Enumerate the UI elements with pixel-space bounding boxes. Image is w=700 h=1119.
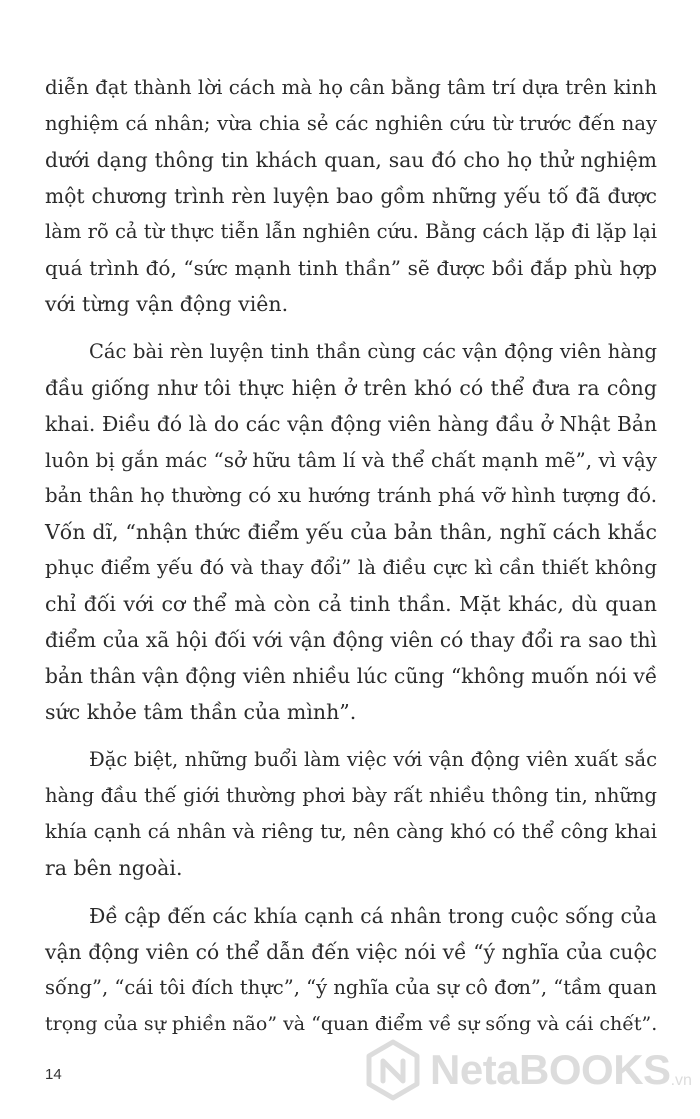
text-line: Vốn dĩ, “nhận thức điểm yếu của bản thân, nghĩ cách khắc	[45, 520, 657, 544]
text-line: Đặc biệt, những buổi làm việc với vận động viên xuất sắc	[89, 748, 657, 771]
text-line: bản thân họ thường có xu hướng tránh phá vỡ hình tượng đó.	[45, 484, 657, 507]
text-line: Đề cập đến các khía cạnh cá nhân trong cuộc sống của	[89, 904, 657, 928]
text-line: trọng của sự phiền não” và “quan điểm về sự sống và cái chết”.	[45, 1013, 658, 1035]
paragraph	[45, 334, 657, 730]
text-line: chỉ đối với cơ thể mà còn cả tinh thần. Mặt khác, dù quan	[45, 592, 657, 616]
text-line: hàng đầu thế giới thường phơi bày rất nhiều thông tin, những	[45, 784, 657, 807]
paragraph	[45, 70, 657, 322]
page-body	[45, 70, 657, 1054]
text-line: vận động viên có thể dẫn đến việc nói về “ý nghĩa của cuộc	[45, 940, 657, 964]
paragraph	[45, 898, 657, 1042]
text-line: với từng vận động viên.	[45, 292, 289, 316]
watermark-domain: .vn	[670, 1072, 692, 1089]
watermark	[362, 1030, 692, 1110]
watermark-brand: NetaBOOKS	[430, 1046, 671, 1093]
paragraph	[45, 742, 657, 886]
text-line: sức khỏe tâm thần của mình”.	[45, 700, 357, 724]
text-line: khai. Điều đó là do các vận động viên hàng đầu ở Nhật Bản	[45, 412, 657, 436]
text-line: điểm của xã hội đối với vận động viên có thay đổi ra sao thì	[45, 628, 657, 652]
text-line: Các bài rèn luyện tinh thần cùng các vận động viên hàng	[89, 340, 657, 363]
text-line: phục điểm yếu đó và thay đổi” là điều cực kì cần thiết không	[45, 556, 657, 579]
text-line: bản thân vận động viên nhiều lúc cũng “không muốn nói về	[45, 664, 658, 688]
text-line: quá trình đó, “sức mạnh tinh thần” sẽ được bồi đắp phù hợp	[45, 256, 657, 280]
text-line: ra bên ngoài.	[45, 856, 183, 880]
netabooks-logo-icon	[362, 1039, 424, 1101]
text-line: khía cạnh cá nhân và riêng tư, nên càng khó có thể công khai	[45, 820, 657, 843]
text-line: làm rõ cả từ thực tiễn lẫn nghiên cứu. Bằng cách lặp đi lặp lại	[45, 220, 657, 243]
text-line: nghiệm cá nhân; vừa chia sẻ các nghiên cứu từ trước đến nay	[45, 112, 657, 135]
text-line: một chương trình rèn luyện bao gồm những yếu tố đã được	[45, 184, 657, 208]
text-line: luôn bị gắn mác “sở hữu tâm lí và thể chất mạnh mẽ”, vì vậy	[45, 448, 658, 472]
text-line: diễn đạt thành lời cách mà họ cân bằng tâm trí dựa trên kinh	[45, 76, 658, 99]
page-number: 14	[45, 1066, 62, 1083]
text-line: dưới dạng thông tin khách quan, sau đó cho họ thử nghiệm	[45, 148, 657, 172]
text-line: sống”, “cái tôi đích thực”, “ý nghĩa của sự cô đơn”, “tầm quan	[45, 976, 657, 999]
text-line: đầu giống như tôi thực hiện ở trên khó có thể đưa ra công	[45, 376, 657, 400]
